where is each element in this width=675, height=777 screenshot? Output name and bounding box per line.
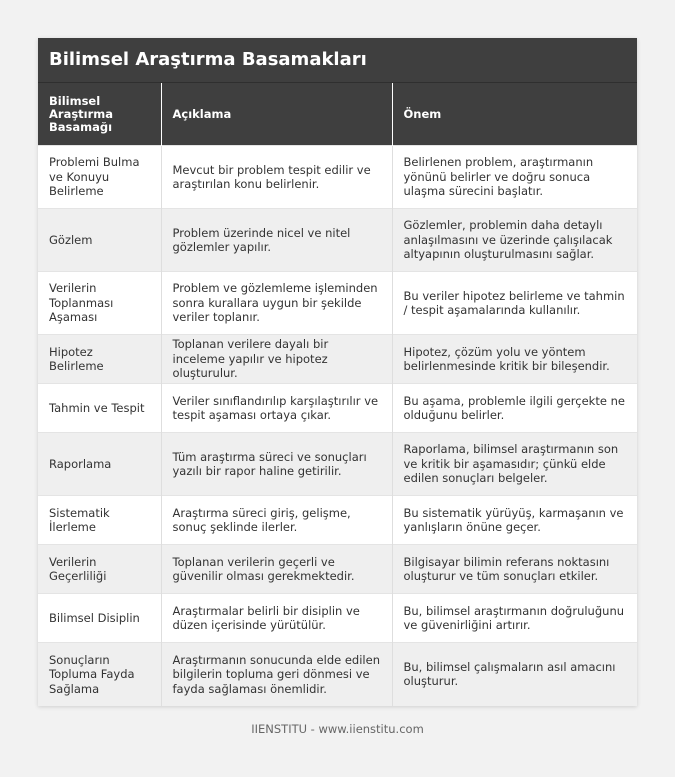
cell-step: Bilimsel Disiplin	[38, 594, 161, 643]
cell-step: Hipotez Belirleme	[38, 335, 161, 384]
cell-importance: Raporlama, bilimsel araştırmanın son ve kritik bir aşamasıdır; çünkü elde edilen sonuçları belgeler.	[392, 433, 637, 496]
footer-credit: IIENSTITU - www.iienstitu.com	[251, 722, 424, 736]
cell-description: Problem üzerinde nicel ve nitel gözlemler yapılır.	[161, 209, 392, 272]
cell-importance: Bilgisayar bilimin referans noktasını oluşturur ve tüm sonuçları etkiler.	[392, 545, 637, 594]
table-title: Bilimsel Araştırma Basamakları	[38, 38, 637, 83]
cell-importance: Bu sistematik yürüyüş, karmaşanın ve yanlışların önüne geçer.	[392, 496, 637, 545]
cell-step: Verilerin Geçerliliği	[38, 545, 161, 594]
cell-importance: Bu veriler hipotez belirleme ve tahmin / tespit aşamalarında kullanılır.	[392, 272, 637, 335]
header-importance: Önem	[392, 83, 637, 146]
header-description: Açıklama	[161, 83, 392, 146]
cell-description: Veriler sınıflandırılıp karşılaştırılır ve tespit aşaması ortaya çıkar.	[161, 384, 392, 433]
cell-step: Gözlem	[38, 209, 161, 272]
cell-importance: Hipotez, çözüm yolu ve yöntem belirlenmesinde kritik bir bileşendir.	[392, 335, 637, 384]
cell-description: Tüm araştırma süreci ve sonuçları yazılı bir rapor haline getirilir.	[161, 433, 392, 496]
table-row	[38, 496, 637, 545]
cell-description: Mevcut bir problem tespit edilir ve araştırılan konu belirlenir.	[161, 146, 392, 209]
cell-step: Tahmin ve Tespit	[38, 384, 161, 433]
cell-step: Sonuçların Topluma Fayda Sağlama	[38, 643, 161, 706]
cell-description: Toplanan verilerin geçerli ve güvenilir olması gerekmektedir.	[161, 545, 392, 594]
cell-description: Araştırmanın sonucunda elde edilen bilgilerin topluma geri dönmesi ve fayda sağlaması önemlidir.	[161, 643, 392, 706]
table-row	[38, 384, 637, 433]
cell-step: Raporlama	[38, 433, 161, 496]
cell-description: Araştırma süreci giriş, gelişme, sonuç şeklinde ilerler.	[161, 496, 392, 545]
cell-importance: Bu aşama, problemle ilgili gerçekte ne olduğunu belirler.	[392, 384, 637, 433]
cell-importance: Belirlenen problem, araştırmanın yönünü belirler ve doğru sonuca ulaşma sürecini başlatır.	[392, 146, 637, 209]
table-row	[38, 594, 637, 643]
cell-importance: Gözlemler, problemin daha detaylı anlaşılmasını ve üzerinde çalışılacak altyapının oluşturulmasını sağlar.	[392, 209, 637, 272]
table-card	[38, 38, 637, 706]
table-row	[38, 209, 637, 272]
table-row	[38, 433, 637, 496]
cell-step: Verilerin Toplanması Aşaması	[38, 272, 161, 335]
table-row	[38, 335, 637, 384]
header-step: Bilimsel Araştırma Basamağı	[38, 83, 161, 146]
steps-table	[38, 83, 637, 706]
cell-importance: Bu, bilimsel araştırmanın doğruluğunu ve güvenirliğini artırır.	[392, 594, 637, 643]
cell-description: Problem ve gözlemleme işleminden sonra kurallara uygun bir şekilde veriler toplanır.	[161, 272, 392, 335]
cell-step: Problemi Bulma ve Konuyu Belirleme	[38, 146, 161, 209]
table-row	[38, 146, 637, 209]
cell-importance: Bu, bilimsel çalışmaların asıl amacını oluşturur.	[392, 643, 637, 706]
table-row	[38, 545, 637, 594]
table-row	[38, 643, 637, 706]
cell-description: Araştırmalar belirli bir disiplin ve düzen içerisinde yürütülür.	[161, 594, 392, 643]
table-row	[38, 272, 637, 335]
header-row	[38, 83, 637, 146]
cell-description: Toplanan verilere dayalı bir inceleme yapılır ve hipotez oluşturulur.	[161, 335, 392, 384]
cell-step: Sistematik İlerleme	[38, 496, 161, 545]
